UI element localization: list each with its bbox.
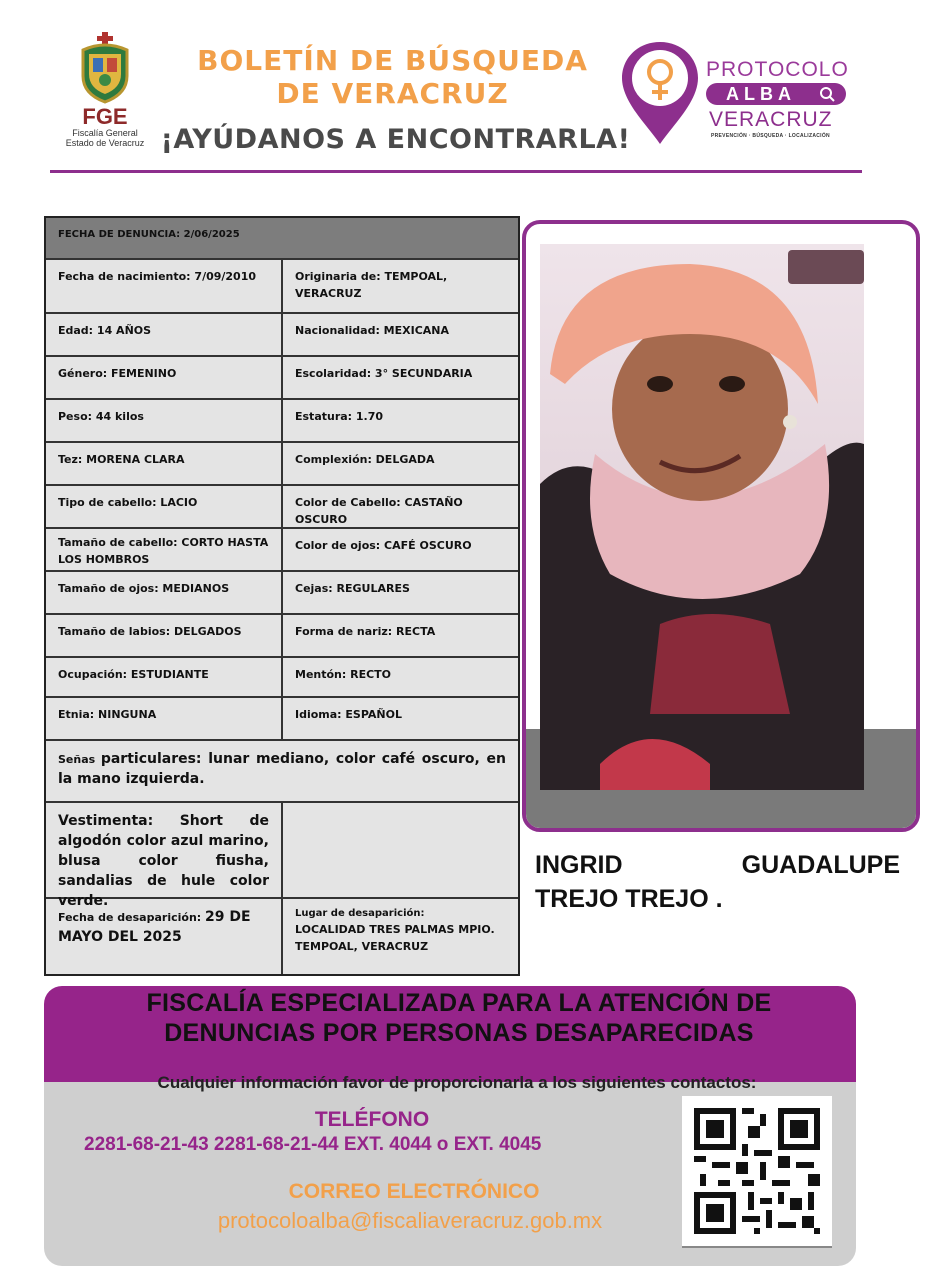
nacionalidad: Nacionalidad: MEXICANA [295, 324, 450, 337]
missing-person-photo [540, 244, 864, 790]
vestimenta-empty-cell [283, 803, 518, 897]
qr-code-icon[interactable] [682, 1096, 832, 1246]
ocupacion: Ocupación: ESTUDIANTE [46, 658, 283, 696]
vestimenta: Vestimenta: Short de algodón color azul marino, blusa color fiusha, sandalias de hule color verde. [46, 803, 283, 897]
missing-person-name [535, 848, 900, 916]
color-ojos: Color de ojos: CAFÉ OSCURO [295, 539, 472, 552]
contact-instructions: Cualquier información favor de proporcionarla a los siguientes contactos: [157, 1073, 757, 1092]
name-line2: TREJO TREJO . [535, 885, 723, 913]
table-row [46, 314, 518, 357]
senas-row [46, 741, 518, 803]
etnia: Etnia: NINGUNA [46, 698, 283, 739]
alba-logo-middle: ALBA [726, 84, 796, 104]
table-row [46, 698, 518, 741]
fiscalia-heading-line1: FISCALÍA ESPECIALIZADA PARA LA ATENCIÓN DE [146, 989, 772, 1017]
escolaridad: Escolaridad: 3° SECUNDARIA [295, 367, 473, 380]
help-find-her-heading: ¡AYÚDANOS A ENCONTRARLA! [160, 124, 631, 155]
fge-subtitle-line1: Fiscalía General [72, 128, 138, 138]
fecha-desaparicion-label: Fecha de desaparición: [58, 911, 202, 924]
tamano-cabello: Tamaño de cabello: CORTO HASTA LOS HOMBROS [46, 529, 283, 570]
tipo-cabello: Tipo de cabello: LACIO [46, 486, 283, 527]
cejas: Cejas: REGULARES [295, 582, 410, 595]
forma-nariz: Forma de nariz: RECTA [295, 625, 436, 638]
bulletin-title [180, 44, 605, 110]
tez: Tez: MORENA CLARA [46, 443, 283, 484]
color-cabello: Color de Cabello: CASTAÑO OSCURO [295, 496, 463, 526]
menton: Mentón: RECTO [295, 668, 392, 681]
originaria: Originaria de: TEMPOAL, VERACRUZ [295, 270, 448, 300]
table-row [46, 400, 518, 443]
table-row [46, 658, 518, 698]
fge-abbreviation: FGE [82, 104, 128, 129]
fecha-desaparicion-value: 29 DE MAYO DEL 2025 [58, 909, 251, 945]
lugar-value: LOCALIDAD TRES PALMAS MPIO. TEMPOAL, VERACRUZ [295, 923, 495, 953]
senas-particulares [46, 741, 518, 801]
phone-numbers[interactable]: 2281-68-21-43 2281-68-21-44 EXT. 4044 o EXT. 4045 [84, 1134, 542, 1155]
lugar-desaparicion [283, 899, 518, 974]
name-middle: GUADALUPE [741, 851, 900, 879]
genero: Género: FEMENINO [46, 357, 283, 398]
name-line1 [535, 848, 900, 882]
fiscalia-heading-line2: DENUNCIAS POR PERSONAS DESAPARECIDAS [164, 1019, 754, 1047]
desaparicion-row [46, 899, 518, 974]
lugar-label: Lugar de desaparición: [295, 908, 425, 919]
name-first: INGRID [535, 851, 623, 879]
fecha-desaparicion [46, 899, 283, 974]
vestimenta-row [46, 803, 518, 909]
estatura: Estatura: 1.70 [295, 410, 384, 423]
alba-logo-bottom: VERACRUZ [709, 108, 833, 131]
email-address[interactable]: protocoloalba@fiscaliaveracruz.gob.mx [217, 1208, 603, 1233]
bulletin-title-line2: DE VERACRUZ [276, 77, 509, 110]
table-row [46, 260, 518, 314]
fge-logo [55, 32, 155, 158]
senas-text: particulares: lunar mediano, color café oscuro, en la mano izquierda. [58, 751, 507, 787]
fiscalia-heading [44, 988, 874, 1048]
table-header-row [46, 218, 518, 260]
peso: Peso: 44 kilos [46, 400, 283, 441]
info-table [44, 216, 520, 976]
tamano-labios: Tamaño de labios: DELGADOS [46, 615, 283, 656]
fge-subtitle-line2: Estado de Veracruz [65, 138, 145, 148]
idioma: Idioma: ESPAÑOL [295, 708, 402, 721]
header-divider [50, 170, 862, 173]
fge-subtitle [55, 128, 155, 148]
table-row [46, 443, 518, 486]
alba-logo-top: PROTOCOLO [706, 58, 849, 81]
fecha-denuncia: FECHA DE DENUNCIA: 2/06/2025 [58, 229, 240, 240]
phone-label: TELÉFONO [314, 1108, 430, 1131]
complexion: Complexión: DELGADA [295, 453, 435, 466]
tamano-ojos: Tamaño de ojos: MEDIANOS [46, 572, 283, 613]
edad: Edad: 14 AÑOS [46, 314, 283, 355]
bulletin-title-line1: BOLETÍN DE BÚSQUEDA [197, 44, 588, 77]
table-row [46, 615, 518, 658]
table-row [46, 486, 518, 529]
fecha-nacimiento: Fecha de nacimiento: 7/09/2010 [46, 260, 283, 312]
alba-logo-tagline: PREVENCIÓN · BÚSQUEDA · LOCALIZACIÓN [711, 133, 830, 139]
senas-prefix: Señas [58, 753, 101, 766]
table-row [46, 529, 518, 572]
veracruz-coat-of-arms-icon [75, 32, 135, 104]
table-row [46, 572, 518, 615]
table-row [46, 357, 518, 400]
email-label: CORREO ELECTRÓNICO [288, 1180, 540, 1203]
